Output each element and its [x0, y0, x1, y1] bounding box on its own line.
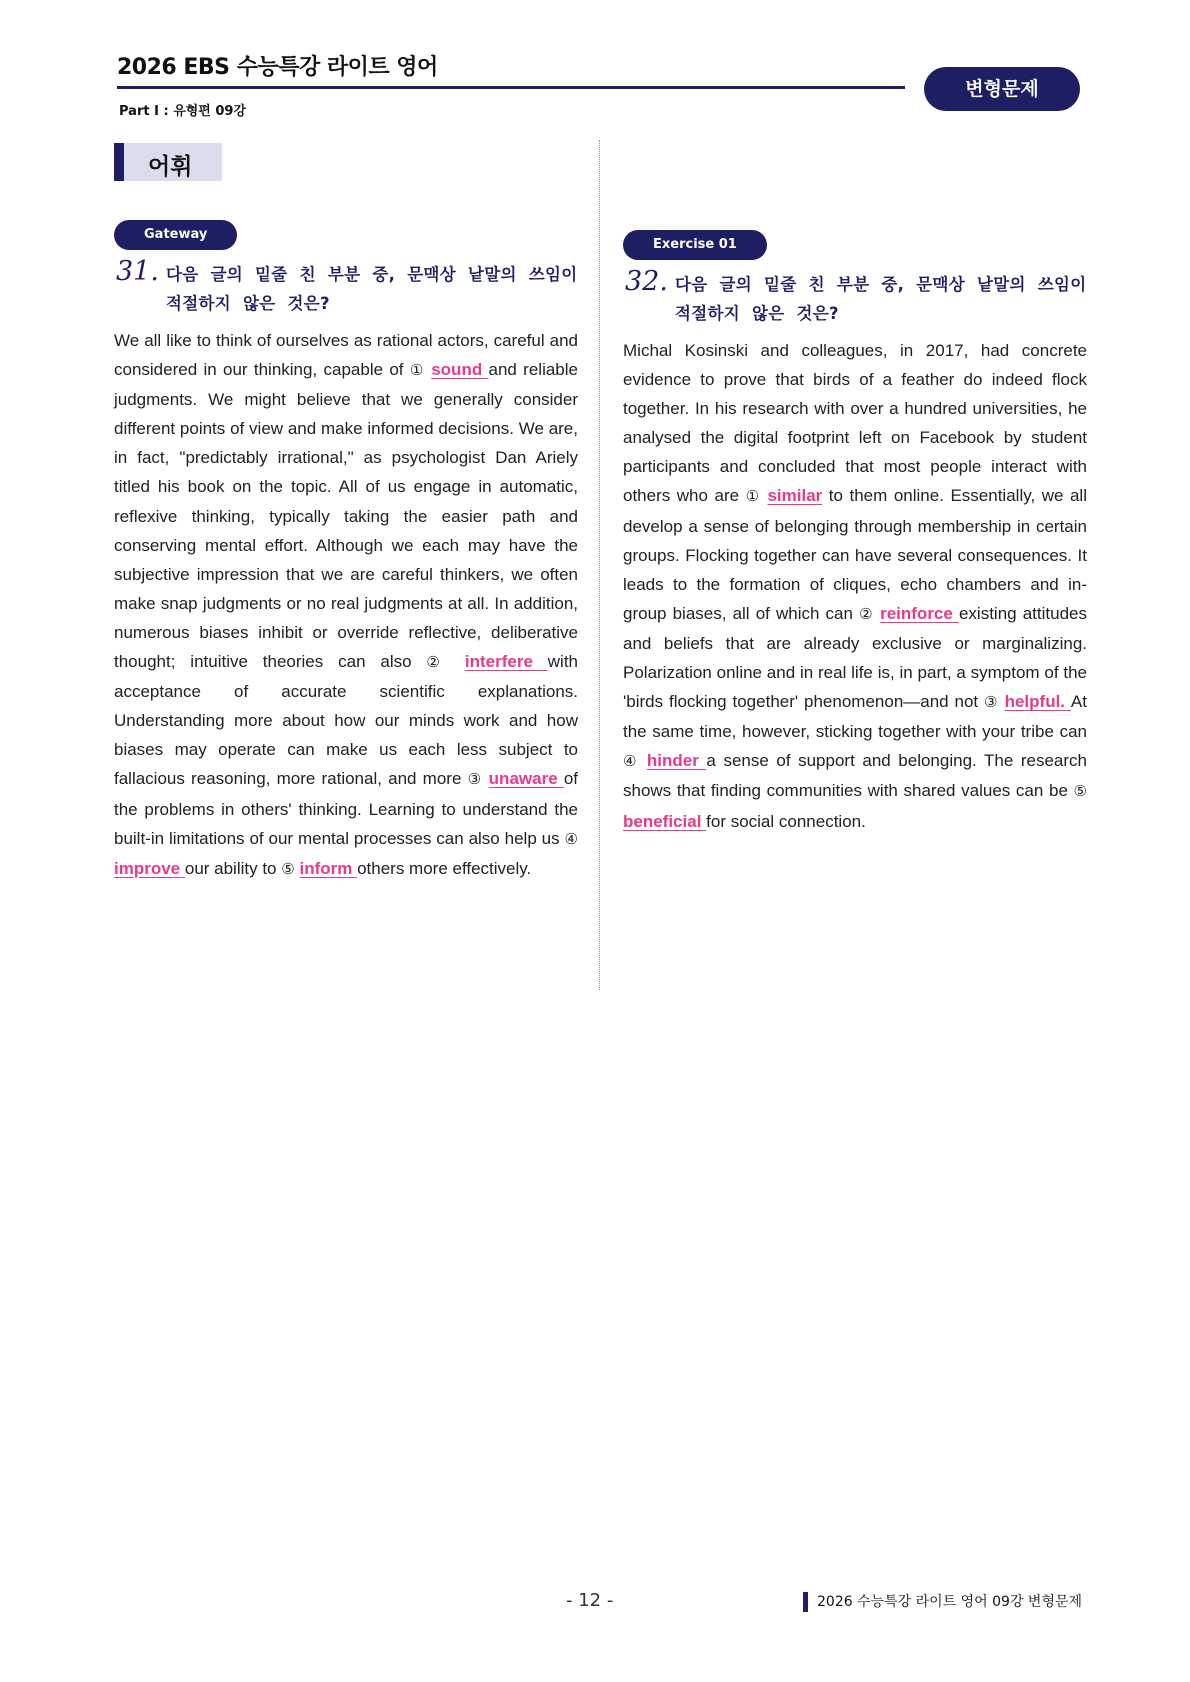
header-badge: 변형문제: [924, 67, 1080, 111]
choice-marker-3: ③: [467, 770, 489, 789]
underlined-word-2: interfere: [464, 652, 548, 672]
underlined-word-4: improve: [114, 858, 185, 878]
section-title: 어휘: [148, 154, 193, 180]
passage-text: We all like to think of ourselves as rational actors, careful and considered in our thinking, capable of: [114, 331, 578, 380]
passage-text: At the same time, however, sticking together with your tribe can: [623, 692, 1087, 742]
exercise-tag: Exercise 01: [623, 230, 767, 260]
passage-text: others more effectively.: [357, 858, 532, 878]
underlined-word-5: beneficial: [623, 811, 707, 831]
choice-marker-2: ②: [426, 653, 465, 672]
section-tag: [114, 143, 222, 181]
passage-text: and reliable judgments. We might believe that we generally consider different points of view and make informed decisions. We are, in fact, "predictably irrational," as psychologist Dan Ariely titled his book on the topic. All of us engage in automatic, reflexive thinking, typically taking the easier path and conserving mental effort. Although we each may have the subjective impression that we are careful thinkers, we often make snap judgments or no real judgments at all. In addition, numerous biases inhibit or override reflective, deliberative thought; intuitive theories can also: [114, 360, 578, 672]
choice-marker-5: ⑤: [281, 859, 300, 878]
choice-marker-1: ①: [409, 361, 432, 380]
choice-marker-5: ⑤: [1073, 782, 1087, 801]
choice-marker-4: ④: [564, 829, 578, 848]
question-31: [114, 220, 578, 884]
underlined-word-3: unaware: [488, 769, 564, 789]
footer-label: 2026 수능특강 라이트 영어 09강 변형문제: [803, 1592, 1082, 1612]
question-32-header: [623, 266, 1087, 328]
question-prompt: 다음 글의 밑줄 친 부분 중, 문맥상 낱말의 쓰임이 적절하지 않은 것은?: [166, 265, 578, 313]
page-number: - 12 -: [566, 1590, 614, 1611]
underlined-word-4: hinder: [646, 751, 707, 771]
passage-text: to them online. Essentially, we all develop a sense of belonging through membership in certain groups. Flocking together can have several consequences. It leads to the formation of cliques, echo chambers and in-group biases, all of which can: [623, 486, 1087, 623]
question-prompt: 다음 글의 밑줄 친 부분 중, 문맥상 낱말의 쓰임이 적절하지 않은 것은?: [675, 275, 1087, 323]
underlined-word-3: helpful.: [1004, 692, 1071, 712]
question-number: 32.: [625, 266, 668, 297]
passage-32: [623, 336, 1087, 836]
section-tag-bar: [114, 143, 124, 181]
choice-marker-1: ①: [745, 487, 768, 506]
underlined-word-1: sound: [431, 360, 489, 380]
header-subtitle: Part Ⅰ : 유형편 09강: [119, 104, 247, 119]
passage-text: Michal Kosinski and colleagues, in 2017, had concrete evidence to prove that birds of a feather do indeed flock together. In his research with over a hundred universities, he analysed the digital footprint left on Facebook by student participants and concluded that most people interact with others who are: [623, 341, 1087, 506]
passage-text: of the problems in others' thinking. Learning to understand the built-in limitations of our mental processes can also help us: [114, 769, 578, 848]
choice-marker-3: ③: [984, 693, 1005, 712]
passage-31: [114, 326, 578, 884]
header-title: 2026 EBS 수능특강 라이트 영어: [117, 55, 438, 80]
passage-text: a sense of support and belonging. The research shows that finding communities with shared values can be: [623, 751, 1088, 801]
question-32: [623, 230, 1087, 836]
choice-marker-2: ②: [859, 604, 881, 623]
passage-text: with acceptance of accurate scientific explanations. Understanding more about how our minds work and how biases may operate can make us each less subject to fallacious reasoning, more rational, and more: [114, 652, 579, 789]
question-number: 31.: [116, 256, 159, 287]
gateway-tag: Gateway: [114, 220, 237, 250]
passage-text: existing attitudes and beliefs that are already exclusive or marginalizing. Polarization online and in real life is, in part, a symptom of the 'birds flocking together' phenomenon—and not: [623, 603, 1087, 712]
choice-marker-4: ④: [623, 752, 647, 771]
question-31-header: [114, 256, 578, 318]
underlined-word-2: reinforce: [880, 603, 959, 623]
underlined-word-5: inform: [299, 858, 358, 878]
passage-text: for social connection.: [706, 811, 866, 831]
column-divider: [599, 140, 600, 990]
passage-text: our ability to: [184, 858, 282, 878]
header-rule: [117, 86, 905, 89]
underlined-word-1: similar: [767, 486, 823, 506]
